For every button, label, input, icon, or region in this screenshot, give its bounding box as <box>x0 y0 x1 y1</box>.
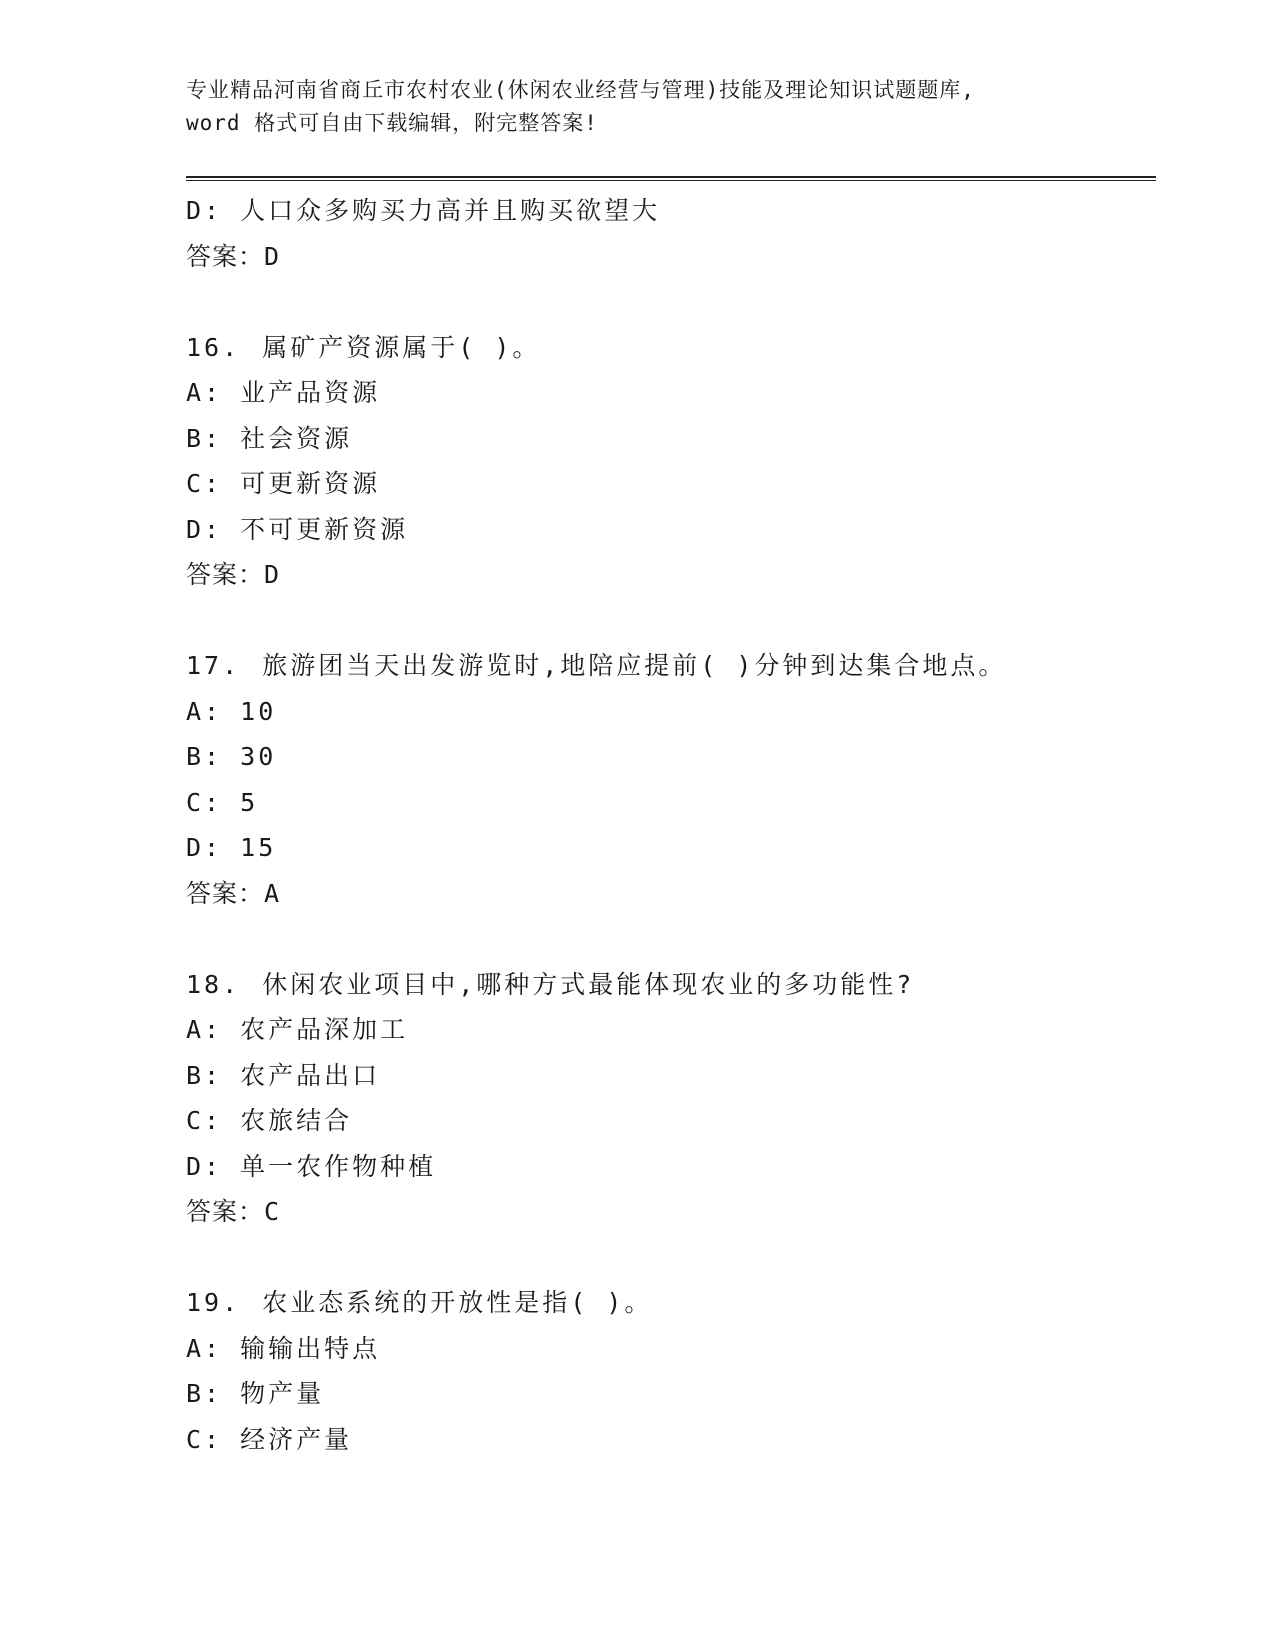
option-a: A: 输输出特点 <box>186 1333 381 1363</box>
question-16 <box>186 325 1156 598</box>
answer-value: D <box>264 560 280 589</box>
question-number: 16. <box>186 332 241 362</box>
spacer <box>186 916 1156 962</box>
document-header <box>186 74 1086 140</box>
answer-value: C <box>264 1197 280 1226</box>
option-b: B: 物产量 <box>186 1379 325 1408</box>
answer <box>186 871 1156 917</box>
option-a: A: 农产品深加工 <box>186 1015 409 1044</box>
question-text: 旅游团当天出发游览时,地陪应提前( )分钟到达集合地点。 <box>262 651 1007 680</box>
option-c: C: 5 <box>186 787 259 817</box>
question-list <box>186 188 1156 1462</box>
option-b: B: 社会资源 <box>186 423 353 453</box>
question-text: 农业态系统的开放性是指( )。 <box>262 1288 653 1317</box>
question-stem <box>186 1280 1156 1326</box>
option-d-carryover: D: 人口众多购买力高并且购买欲望大 <box>186 196 661 225</box>
option-d: D: 单一农作物种植 <box>186 1151 437 1181</box>
option-d: D: 15 <box>186 833 277 862</box>
question-17 <box>186 643 1156 916</box>
answer-value: A <box>264 878 280 908</box>
answer <box>186 552 1156 598</box>
option-c: C: 农旅结合 <box>186 1106 353 1135</box>
question-stem <box>186 643 1156 689</box>
question-number: 18. <box>186 969 241 999</box>
answer-label: 答案： <box>186 1197 265 1226</box>
question-text: 休闲农业项目中,哪种方式最能体现农业的多功能性? <box>262 969 915 999</box>
header-double-rule <box>186 176 1156 181</box>
question-18 <box>186 962 1156 1235</box>
option-b: B: 农产品出口 <box>186 1060 381 1090</box>
header-title-line-1: 专业精品河南省商丘市农村农业(休闲农业经营与管理)技能及理论知识试题题库, <box>186 78 975 102</box>
question-text: 属矿产资源属于( )。 <box>262 332 541 362</box>
spacer <box>186 598 1156 644</box>
answer-carryover <box>186 234 1156 280</box>
question-number: 19. <box>186 1288 241 1317</box>
option-d: D: 不可更新资源 <box>186 514 409 544</box>
option-a: A: 业产品资源 <box>186 378 381 407</box>
answer-label: 答案： <box>186 878 265 908</box>
question-number: 17. <box>186 651 241 680</box>
spacer <box>186 1235 1156 1281</box>
option-a: A: 10 <box>186 696 277 726</box>
spacer <box>186 279 1156 325</box>
question-stem <box>186 962 1156 1008</box>
answer <box>186 1189 1156 1235</box>
question-19 <box>186 1280 1156 1462</box>
option-c: C: 可更新资源 <box>186 469 381 498</box>
option-c: C: 经济产量 <box>186 1424 353 1454</box>
question-stem <box>186 325 1156 371</box>
answer-label: 答案： <box>186 241 265 271</box>
answer-label: 答案： <box>186 560 265 589</box>
answer-value: D <box>264 241 280 271</box>
option-b: B: 30 <box>186 742 277 771</box>
header-title-line-2: word 格式可自由下载编辑，附完整答案! <box>186 111 598 135</box>
